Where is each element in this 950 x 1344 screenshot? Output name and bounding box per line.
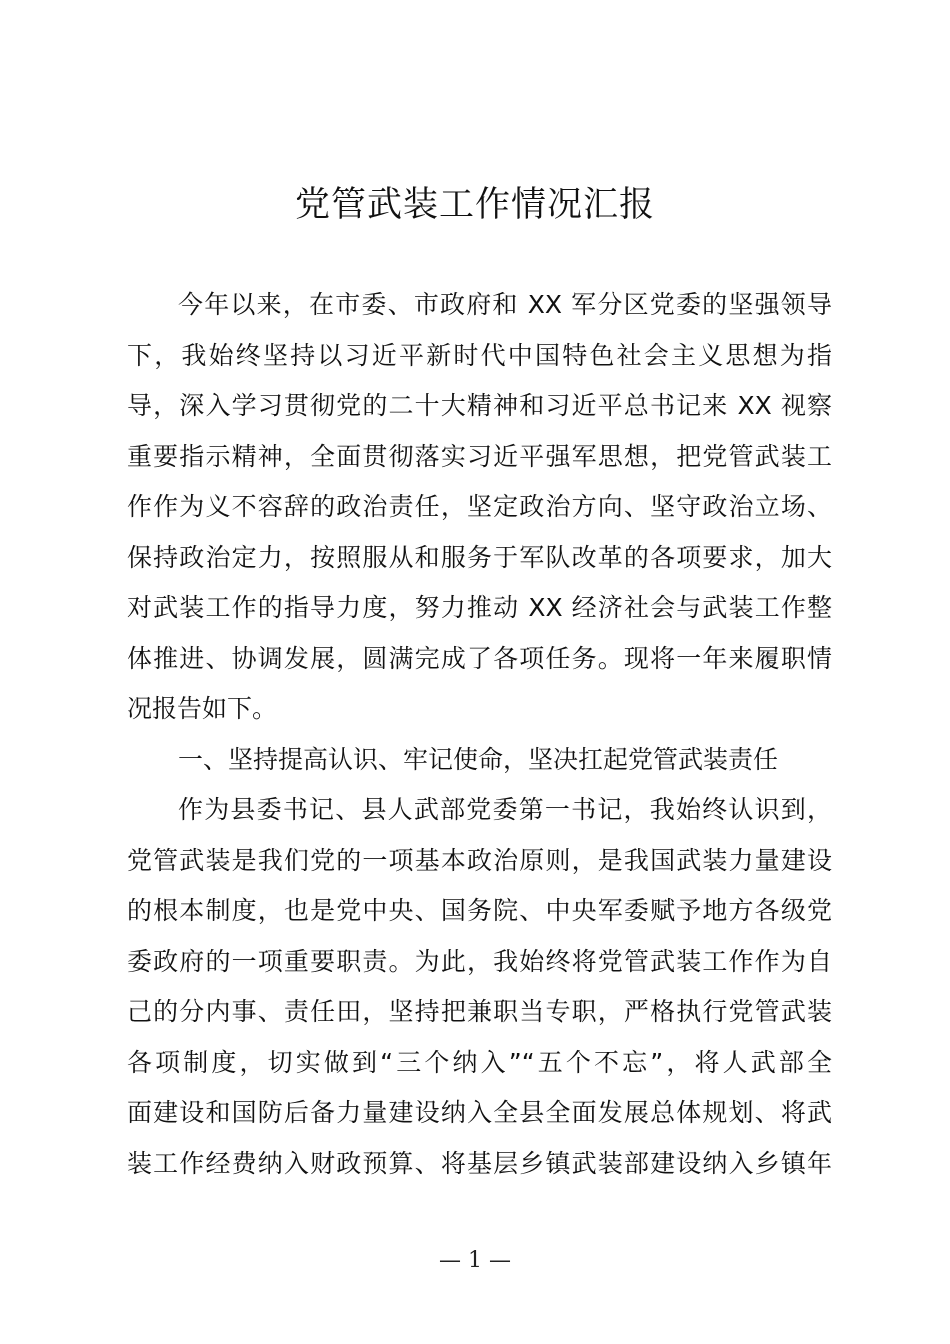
paragraph-line: 导，深入学习贯彻党的二十大精神和习近平总书记来 XX 视察 xyxy=(127,391,832,420)
paragraph-line: 委政府的一项重要职责。为此，我始终将党管武装工作作为自 xyxy=(127,946,832,976)
paragraph-line: 面建设和国防后备力量建设纳入全县全面发展总体规划、将武 xyxy=(127,1098,832,1127)
paragraph-line: 的根本制度，也是党中央、国务院、中央军委赋予地方各级党 xyxy=(127,896,832,925)
paragraph-line: 今年以来，在市委、市政府和 XX 军分区党委的坚强领导 xyxy=(178,290,832,319)
paragraph-line: 党管武装是我们党的一项基本政治原则，是我国武装力量建设 xyxy=(127,845,832,875)
paragraph-line: 各项制度，切实做到“三个纳入”“五个不忘”，将人武部全 xyxy=(127,1047,832,1077)
document-title: 党管武装工作情况汇报 xyxy=(294,185,655,225)
paragraph-line: 重要指示精神，全面贯彻落实习近平强军思想，把党管武装工 xyxy=(127,441,832,471)
page-number: — 1 — xyxy=(439,1248,511,1273)
document-body xyxy=(127,280,832,1189)
paragraph-line: 体推进、协调发展，圆满完成了各项任务。现将一年来履职情 xyxy=(127,643,832,673)
paragraph-line: 作为县委书记、县人武部党委第一书记，我始终认识到， xyxy=(178,795,832,824)
paragraph-line: 对武装工作的指导力度，努力推动 XX 经济社会与武装工作整 xyxy=(127,593,832,622)
section-heading: 一、坚持提高认识、牢记使命，坚决扛起党管武装责任 xyxy=(178,744,779,774)
paragraph-line: 作作为义不容辞的政治责任，坚定政治方向、坚守政治立场、 xyxy=(127,492,832,521)
paragraph-line: 己的分内事、责任田，坚持把兼职当专职，严格执行党管武装 xyxy=(127,997,832,1026)
paragraph-line: 装工作经费纳入财政预算、将基层乡镇武装部建设纳入乡镇年 xyxy=(127,1148,832,1178)
paragraph-line: 下，我始终坚持以习近平新时代中国特色社会主义思想为指 xyxy=(127,340,832,370)
paragraph-line: 保持政治定力，按照服从和服务于军队改革的各项要求，加大 xyxy=(127,542,832,572)
paragraph-line: 况报告如下。 xyxy=(127,694,278,723)
